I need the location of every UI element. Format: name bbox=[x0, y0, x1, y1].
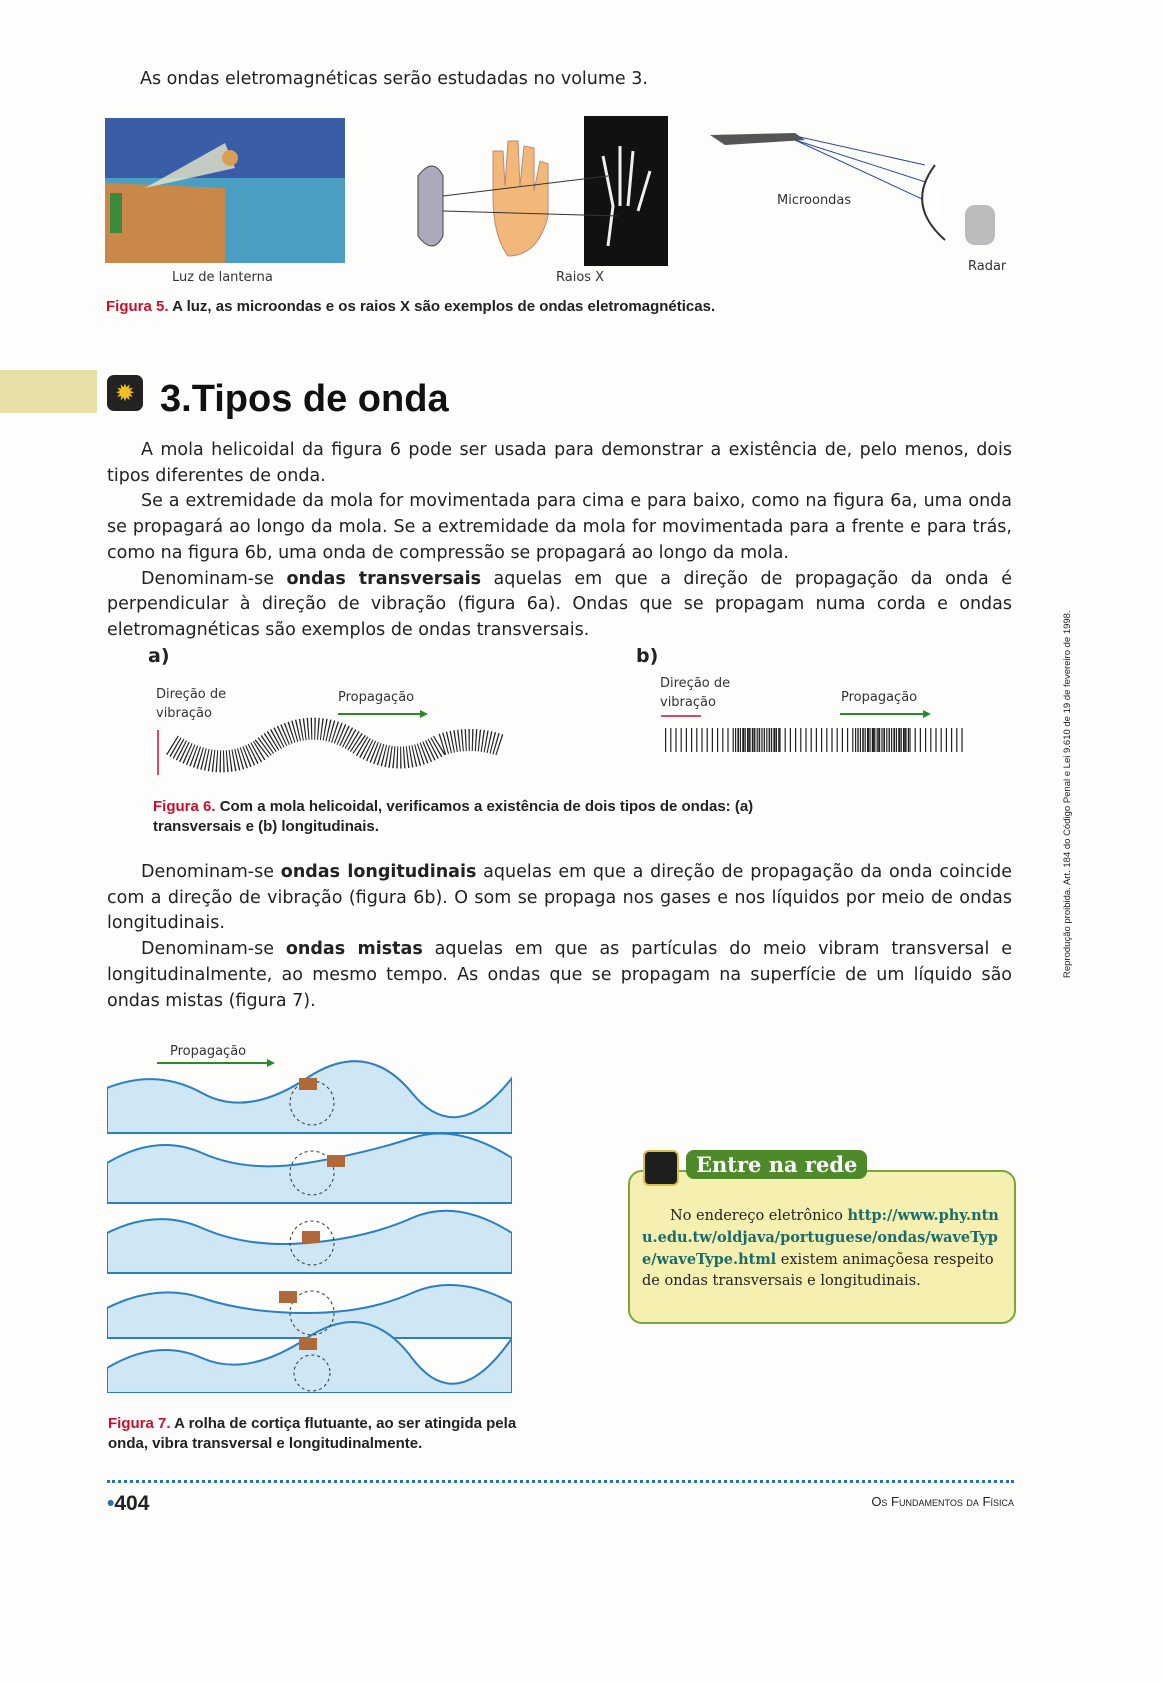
web-box-text: No endereço eletrônico http://www.phy.ntnu.edu.tw/oldjava/portuguese/ondas/waveType/waveType.html existem animaçõesa respeito de ondas transversais e longitudinais. bbox=[642, 1207, 999, 1289]
flashlight-illustration bbox=[105, 118, 350, 268]
section-heading: 3.Tipos de onda bbox=[160, 378, 449, 420]
book-title: Os Fundamentos da Física bbox=[871, 1494, 1014, 1509]
body-text-1: A mola helicoidal da figura 6 pode ser usada para demonstrar a existência de, pelo menos, dois tipos diferentes de onda. Se a extremidade da mola for movimentada para cima e para baixo, como na figura 6a, uma onda se propagará ao longo da mola. Se a extremidade da mola for movimentada para a frente e para trás, como na figura 6b, uma onda de compressão se propagará ao longo da mola. Denominam-se ondas transversais aquelas em que a direção de propagação da onda é perpendicular à direção de vibração (figura 6a). Ondas que se propagam numa corda e ondas eletromagnéticas são exemplos de ondas transversais. bbox=[107, 438, 1012, 644]
page-number: •404 bbox=[107, 1492, 150, 1515]
section-band bbox=[0, 370, 97, 413]
web-link[interactable]: http://www.phy.ntnu.edu.tw/oldjava/portuguese/ondas/waveType/waveType.html bbox=[642, 1207, 999, 1268]
radar-label: Radar bbox=[968, 259, 1007, 274]
footer-divider bbox=[107, 1480, 1014, 1483]
body-text-2 bbox=[107, 860, 1012, 1014]
figure7-caption: Figura 7. A rolha de cortiça flutuante, ao ser atingida pela onda, vibra transversal e longitudinalmente. bbox=[108, 1415, 517, 1452]
web-icon bbox=[643, 1150, 679, 1186]
transverse-spring-illustration bbox=[150, 700, 510, 780]
xray-label: Raios X bbox=[556, 270, 605, 285]
fig7-propagation-label: Propagação bbox=[170, 1044, 247, 1059]
figure6-caption: Figura 6. Com a mola helicoidal, verificamos a existência de dois tipos de ondas: (a) transversais e (b) longitudinais. bbox=[153, 798, 754, 835]
microwaves-label: Microondas bbox=[777, 193, 852, 208]
web-box-title: Entre na rede bbox=[686, 1150, 867, 1179]
copyright-side-note: Reprodução proibida. Art. 184 do Código Penal e Lei 9.610 de 19 de fevereiro de 1998. bbox=[1062, 610, 1073, 978]
flashlight-label: Luz de lanterna bbox=[172, 270, 273, 285]
paragraph-transversal: Denominam-se ondas transversais aquelas em que a direção de propagação da onda é perpendicular à direção de vibração (figura 6a). Ondas que se propagam numa corda e ondas eletromagnéticas são exemplos de ondas transversais. bbox=[107, 568, 1012, 640]
fig6b-propagation-label: Propagação bbox=[841, 690, 918, 705]
fig6b-label: b) bbox=[636, 645, 659, 667]
fig6a-vibration-label: Direção de vibração bbox=[156, 687, 227, 721]
fig6a-label: a) bbox=[148, 645, 170, 667]
mixed-wave-illustration bbox=[107, 1058, 512, 1393]
fig6b-vibration-label: Direção de vibração bbox=[660, 676, 731, 710]
fig6a-propagation-label: Propagação bbox=[338, 690, 415, 705]
paragraph-mixed: Denominam-se ondas mistas aquelas em que as partículas do meio vibram transversal e longitudinalmente, ao mesmo tempo. As ondas que se propagam na superfície de um líquido são ondas mistas (figura 7). bbox=[107, 939, 1012, 1011]
gear-icon: ✹ bbox=[107, 375, 143, 411]
figure5-caption: Figura 5. A luz, as microondas e os raios X são exemplos de ondas eletromagnéticas. bbox=[106, 298, 716, 315]
paragraph-longitudinal: Denominam-se ondas longitudinais aquelas em que a direção de propagação da onda coincide com a direção de vibração (figura 6b). O som se propaga nos gases e nos líquidos por meio de ondas longitudinais. bbox=[107, 862, 1012, 934]
radar-illustration bbox=[705, 115, 1035, 255]
xray-illustration bbox=[388, 116, 670, 271]
longitudinal-spring-illustration bbox=[655, 700, 975, 770]
intro-line: As ondas eletromagnéticas serão estudadas no volume 3. bbox=[140, 69, 648, 89]
